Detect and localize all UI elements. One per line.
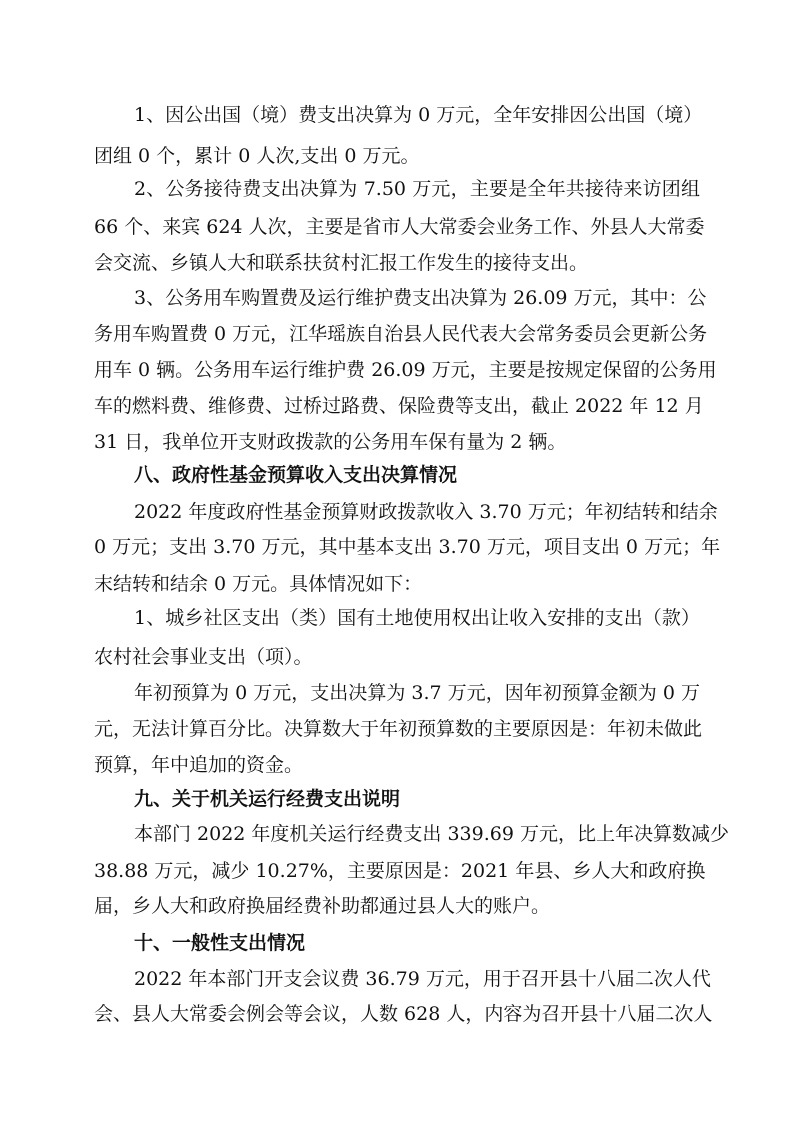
- paragraph-line: 1、城乡社区支出（类）国有土地使用权出让收入安排的支出（款）: [134, 607, 700, 629]
- paragraph-line: 本部门 2022 年度机关运行经费支出 339.69 万元，比上年决算数减少: [134, 823, 729, 845]
- section-heading-8: 八、政府性基金预算收入支出决算情况: [134, 464, 458, 486]
- paragraph-line: 末结转和结余 0 万元。具体情况如下：: [94, 573, 423, 595]
- paragraph-line: 0 万元；支出 3.70 万元，其中基本支出 3.70 万元，项目支出 0 万元；年: [94, 536, 721, 558]
- paragraph-line: 元，无法计算百分比。决算数大于年初预算数的主要原因是：年初未做此: [94, 718, 703, 740]
- section-heading-10: 十、一般性支出情况: [134, 932, 306, 954]
- paragraph-line: 年初预算为 0 万元，支出决算为 3.7 万元，因年初预算金额为 0 万: [134, 682, 700, 704]
- paragraph-line: 车的燃料费、维修费、过桥过路费、保险费等支出，截止 2022 年 12 月: [94, 395, 704, 417]
- paragraph-line: 31 日，我单位开支财政拨款的公务用车保有量为 2 辆。: [94, 431, 567, 453]
- paragraph-line: 农村社会事业支出（项）。: [94, 646, 313, 668]
- paragraph-line: 会、县人大常委会例会等会议，人数 628 人，内容为召开县十八届二次人: [94, 1003, 713, 1025]
- paragraph-line: 2、公务接待费支出决算为 7.50 万元，主要是全年共接待来访团组: [134, 178, 700, 200]
- paragraph-line: 3、公务用车购置费及运行维护费支出决算为 26.09 万元，其中：公: [134, 287, 707, 309]
- paragraph-line: 届，乡人大和政府换届经费补助都通过县人大的账户。: [94, 895, 551, 917]
- paragraph-line: 66 个、来宾 624 人次，主要是省市人大常委会业务工作、外县人大常委: [94, 216, 705, 238]
- paragraph-line: 2022 年本部门开支会议费 36.79 万元，用于召开县十八届二次人代: [134, 968, 711, 990]
- paragraph-line: 团组 0 个，累计 0 人次,支出 0 万元。: [94, 145, 420, 167]
- paragraph-line: 预算，年中追加的资金。: [94, 754, 304, 776]
- section-heading-9: 九、关于机关运行经费支出说明: [134, 788, 401, 810]
- paragraph-line: 38.88 万元，减少 10.27%，主要原因是：2021 年县、乡人大和政府换: [94, 860, 706, 882]
- paragraph-line: 务用车购置费 0 万元，江华瑶族自治县人民代表大会常务委员会更新公务: [94, 323, 708, 345]
- paragraph-line: 会交流、乡镇人大和联系扶贫村汇报工作发生的接待支出。: [94, 252, 589, 274]
- paragraph-line: 2022 年度政府性基金预算财政拨款收入 3.70 万元；年初结转和结余: [134, 501, 718, 523]
- paragraph-line: 用车 0 辆。公务用车运行维护费 26.09 万元，主要是按规定保留的公务用: [94, 359, 717, 381]
- paragraph-line: 1、因公出国（境）费支出决算为 0 万元，全年安排因公出国（境）: [134, 104, 703, 126]
